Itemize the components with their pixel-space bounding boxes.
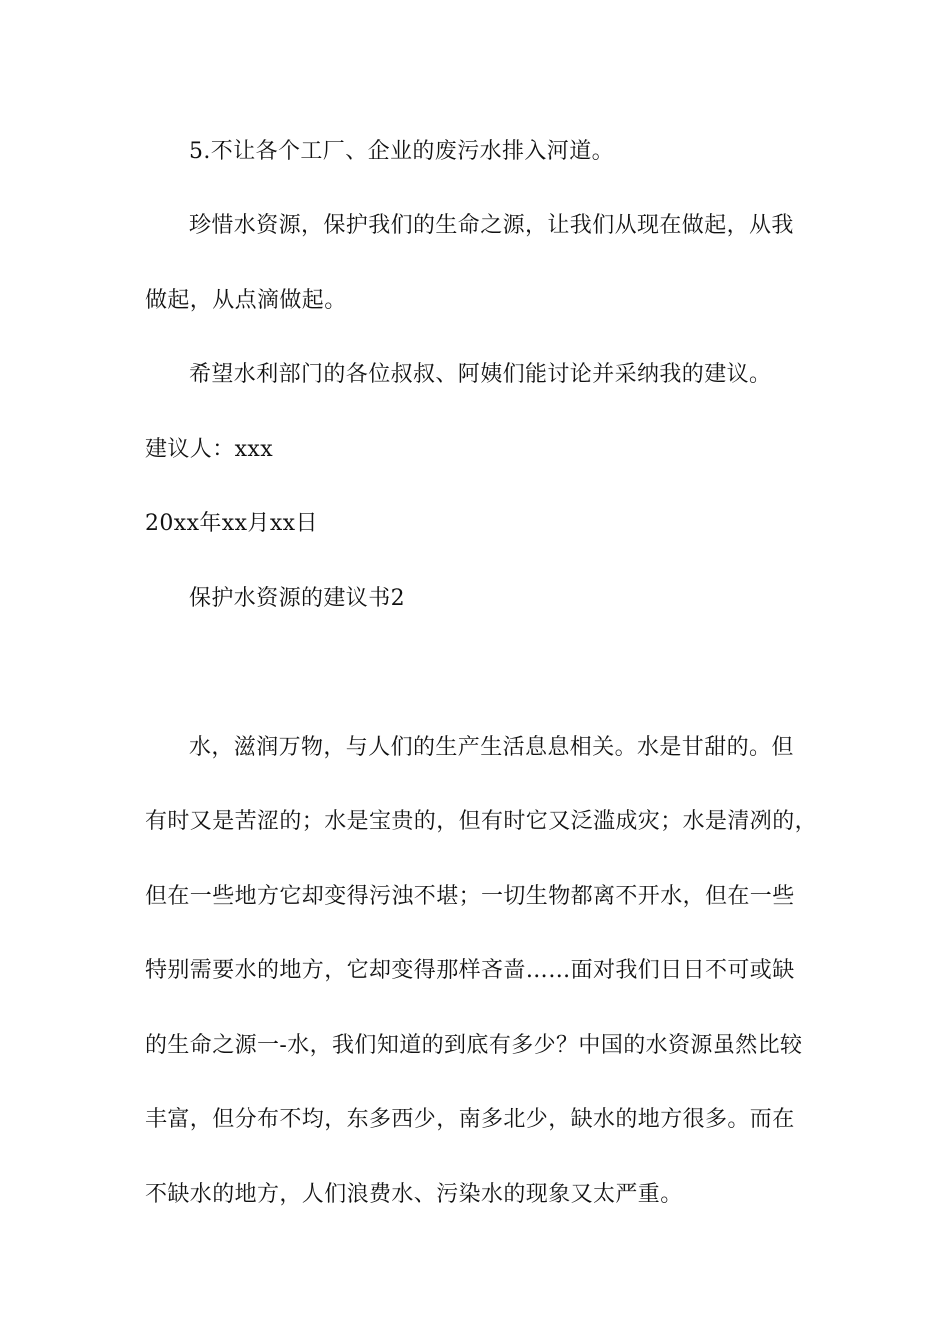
paragraph-line: 丰富，但分布不均，东多西少，南多北少，缺水的地方很多。而在 [145, 1107, 795, 1132]
signer-line: 建议人：xxx [145, 437, 274, 462]
paragraph-line: 的生命之源一-水，我们知道的到底有多少？中国的水资源虽然比较 [145, 1033, 803, 1058]
paragraph-line: 特别需要水的地方，它却变得那样吝啬……面对我们日日不可或缺 [145, 958, 795, 983]
paragraph-line: 但在一些地方它却变得污浊不堪；一切生物都离不开水，但在一些 [145, 884, 795, 909]
paragraph-line: 做起，从点滴做起。 [145, 288, 347, 313]
section-title: 保护水资源的建议书2 [189, 586, 405, 611]
paragraph-line: 珍惜水资源，保护我们的生命之源，让我们从现在做起，从我 [189, 213, 794, 238]
paragraph-line: 水，滋润万物，与人们的生产生活息息相关。水是甘甜的。但 [189, 735, 794, 760]
date-line: 20xx年xx月xx日 [145, 511, 318, 536]
paragraph-line: 希望水利部门的各位叔叔、阿姨们能讨论并采纳我的建议。 [189, 362, 772, 387]
paragraph-line: 不缺水的地方，人们浪费水、污染水的现象又太严重。 [145, 1182, 683, 1207]
paragraph-line: 有时又是苦涩的；水是宝贵的，但有时它又泛滥成灾；水是清冽的， [145, 809, 818, 834]
paragraph-line: 5.不让各个工厂、企业的废污水排入河道。 [189, 139, 614, 164]
